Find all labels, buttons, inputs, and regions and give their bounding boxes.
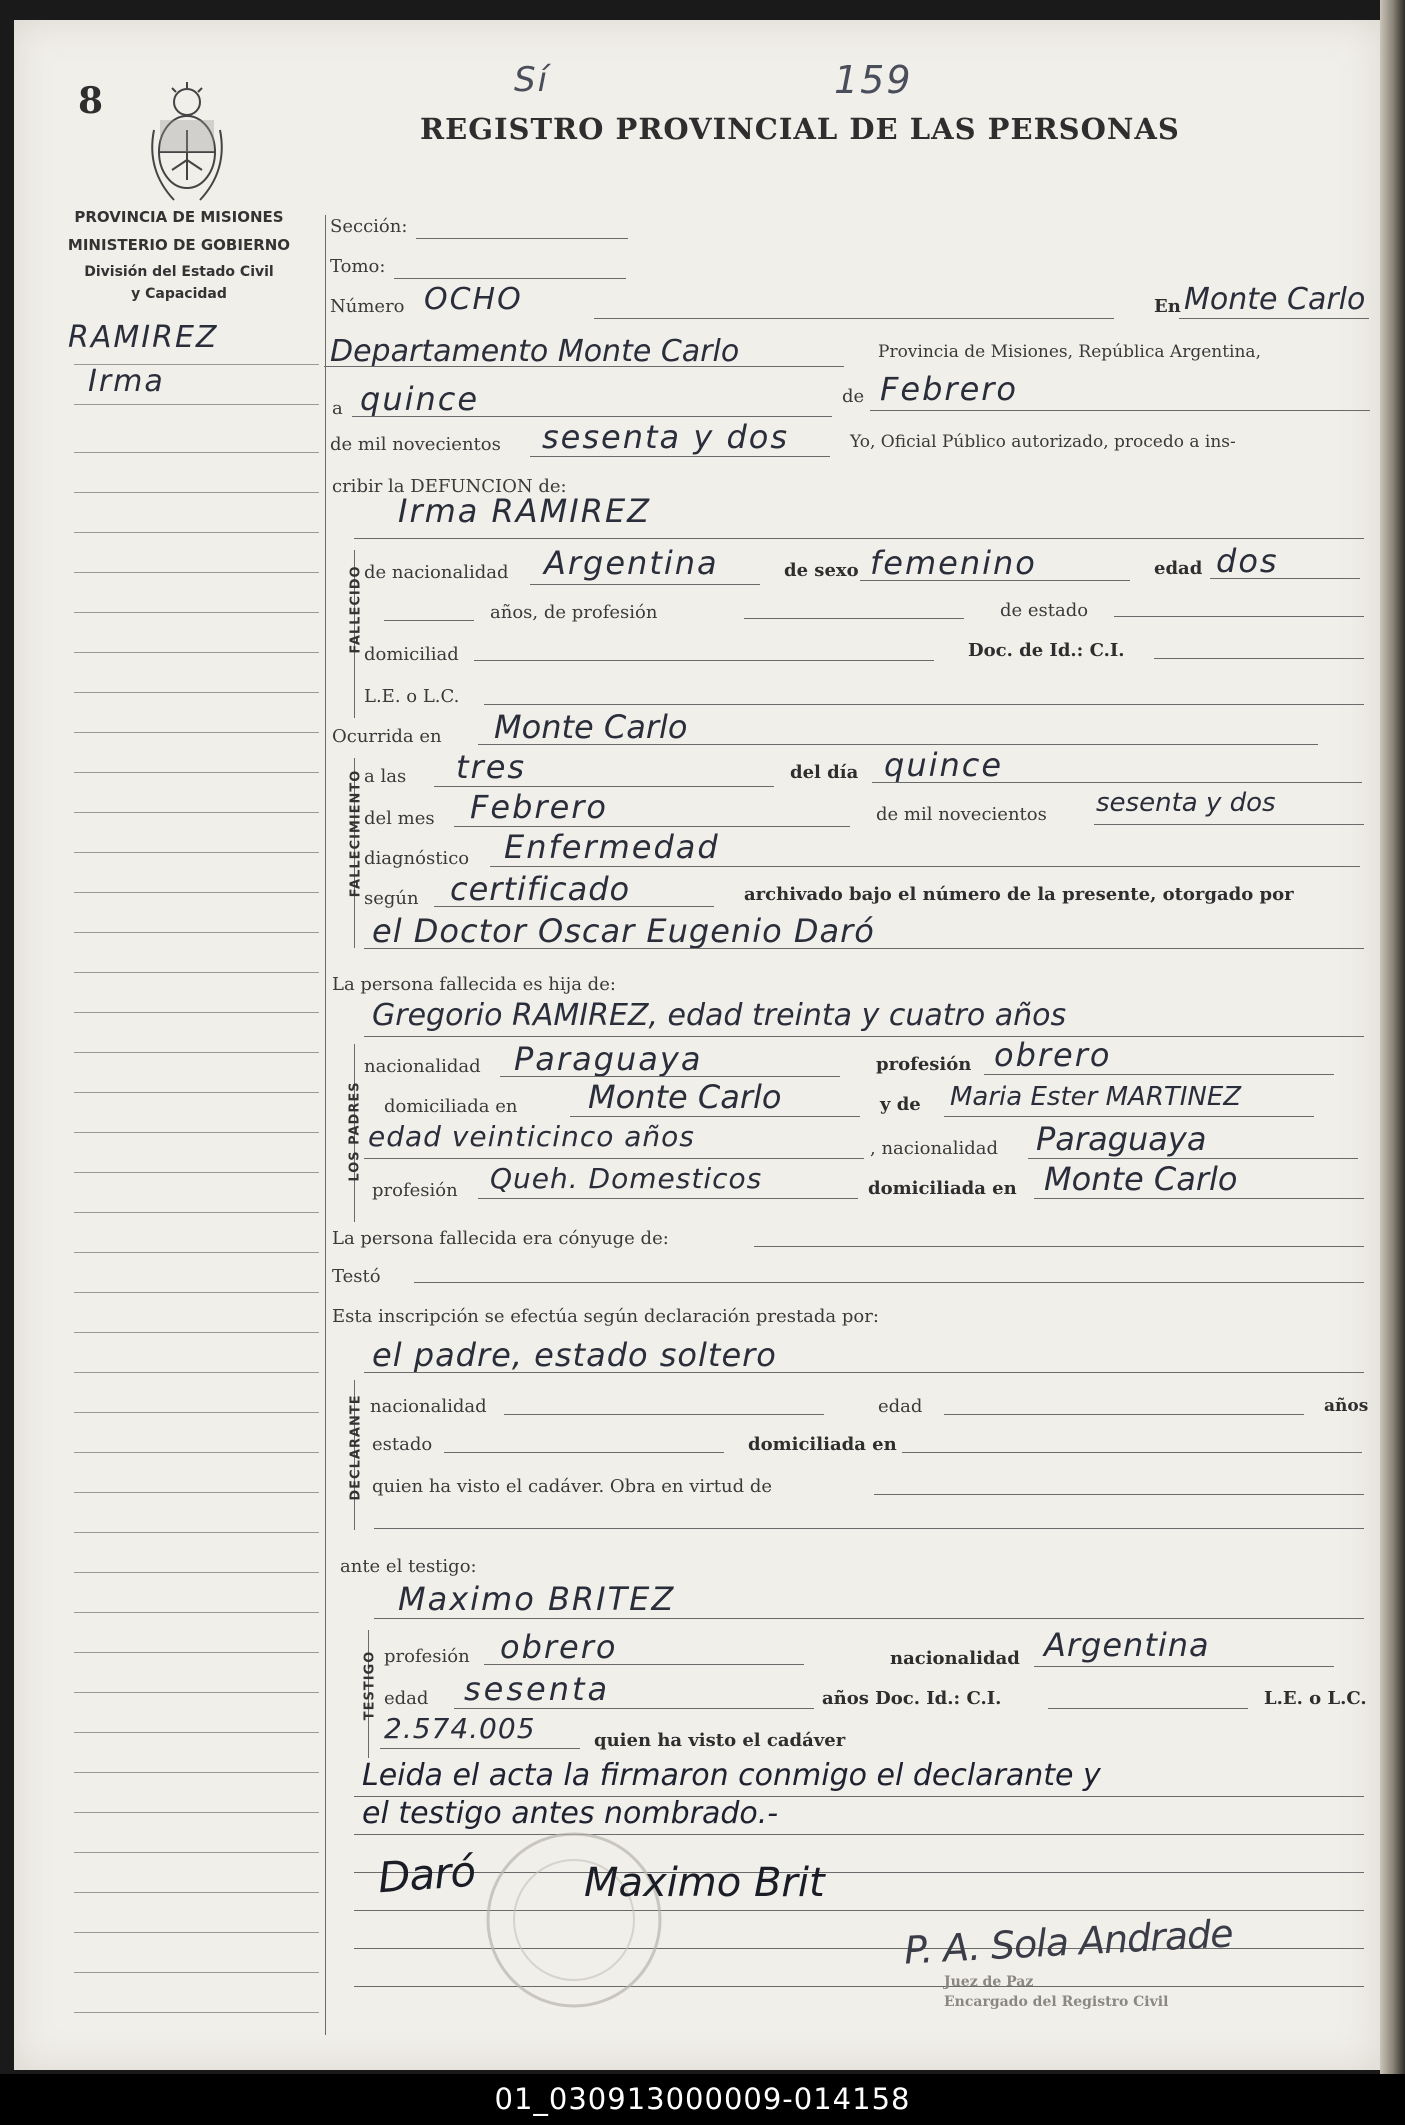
value-nombre-fallecido: Irma RAMIREZ: [398, 492, 652, 530]
value-padre-profesion: obrero: [994, 1036, 1112, 1074]
label-a: a: [332, 398, 343, 419]
label-a-las: a las: [364, 766, 407, 787]
value-declarante: el padre, estado soltero: [372, 1336, 777, 1374]
label-archivado: archivado bajo el número de la presente, otorgado por: [744, 884, 1294, 905]
label-y-de: y de: [880, 1094, 921, 1115]
label-p-nacionalidad: nacionalidad: [364, 1056, 481, 1077]
label-de-mil: de mil novecientos: [330, 434, 501, 455]
page-number: 8: [78, 80, 104, 122]
value-doctor: el Doctor Oscar Eugenio Daró: [372, 912, 875, 950]
label-t-le-lc: L.E. o L.C.: [1264, 1688, 1367, 1709]
label-d-anos: años: [1324, 1396, 1369, 1416]
label-nacionalidad-2: , nacionalidad: [870, 1138, 999, 1159]
column-divider: [325, 215, 326, 2035]
label-conyuge: La persona fallecida era cónyuge de:: [332, 1228, 669, 1249]
label-ocurrida: Ocurrida en: [332, 726, 442, 747]
label-diagnostico: diagnóstico: [364, 848, 470, 869]
label-juez: Juez de Paz: [944, 1974, 1034, 1990]
label-en: En: [1154, 296, 1181, 317]
label-t-edad: edad: [384, 1688, 429, 1709]
value-segun: certificado: [450, 870, 631, 908]
label-le-lc: L.E. o L.C.: [364, 686, 460, 707]
value-hora: tres: [456, 748, 527, 786]
signature-oficial: P. A. Sola Andrade: [903, 1911, 1234, 1973]
label-edad: edad: [1154, 558, 1203, 579]
label-de-mil-2: de mil novecientos: [876, 804, 1047, 825]
label-domiciliad: domiciliad: [364, 644, 459, 665]
value-dia: quince: [360, 380, 480, 418]
tag-padres: LOS PADRES: [347, 1081, 363, 1182]
value-madre-profesion: Queh. Domesticos: [490, 1162, 763, 1195]
scan-id-bar: 01_030913000009-014158: [0, 2074, 1405, 2125]
value-madre: Maria Ester MARTINEZ: [950, 1082, 1242, 1112]
value-testigo-edad: sesenta: [464, 1670, 611, 1708]
value-departamento: Departamento Monte Carlo: [330, 334, 740, 369]
label-yo-oficial: Yo, Oficial Público autorizado, procedo a ins-: [850, 432, 1236, 452]
value-anio: sesenta y dos: [542, 418, 789, 456]
label-testo: Testó: [332, 1266, 381, 1287]
value-testigo-ci: 2.574.005: [384, 1712, 536, 1745]
value-madre-nacionalidad: Paraguaya: [1036, 1120, 1207, 1158]
label-del-dia: del día: [790, 762, 859, 783]
closing-line-2: el testigo antes nombrado.-: [362, 1796, 779, 1831]
value-sexo: femenino: [870, 544, 1037, 582]
value-ocurrida-en: Monte Carlo: [494, 708, 688, 746]
value-padre-nacionalidad: Paraguaya: [514, 1040, 703, 1078]
value-anio-fallec: sesenta y dos: [1096, 788, 1276, 818]
label-seccion: Sección:: [330, 216, 408, 237]
label-doc-id: Doc. de Id.: C.I.: [968, 640, 1125, 661]
margin-ministry: MINISTERIO DE GOBIERNO: [67, 236, 291, 254]
tag-testigo: TESTIGO: [362, 1650, 378, 1721]
label-d-nacionalidad: nacionalidad: [370, 1396, 487, 1417]
value-mes-fallec: Febrero: [470, 788, 608, 826]
official-stamp-icon: [454, 1820, 694, 2020]
handwritten-folio: 159: [834, 58, 913, 102]
tag-declarante: DECLARANTE: [348, 1394, 364, 1501]
value-madre-edad: edad veinticinco años: [368, 1120, 695, 1153]
value-mes: Febrero: [880, 370, 1018, 408]
margin-surname: RAMIREZ: [68, 320, 219, 355]
label-anos-profesion: años, de profesión: [490, 602, 658, 623]
label-t-anos-doc: años Doc. Id.: C.I.: [822, 1688, 1002, 1709]
label-de-estado: de estado: [1000, 600, 1089, 621]
value-nacionalidad: Argentina: [544, 544, 719, 582]
label-nacionalidad: de nacionalidad: [364, 562, 509, 583]
label-d-domiciliada: domiciliada en: [748, 1434, 897, 1455]
value-dia-fallec: quince: [884, 746, 1004, 784]
label-numero: Número: [330, 296, 405, 317]
value-en: Monte Carlo: [1184, 282, 1366, 317]
tag-fallecido: FALLECIDO: [348, 565, 364, 654]
label-profesion: profesión: [876, 1054, 972, 1075]
value-padre-domicilio: Monte Carlo: [588, 1078, 782, 1116]
page-title: REGISTRO PROVINCIAL DE LAS PERSONAS: [420, 112, 1180, 146]
label-del-mes: del mes: [364, 808, 435, 829]
label-ante-testigo: ante el testigo:: [340, 1556, 477, 1577]
label-t-visto: quien ha visto el cadáver: [594, 1730, 846, 1751]
book-spine: [1380, 0, 1405, 2074]
label-t-nacionalidad: nacionalidad: [890, 1648, 1020, 1669]
value-edad: dos: [1216, 542, 1279, 580]
label-hija-de: La persona fallecida es hija de:: [332, 974, 616, 995]
coat-of-arms-icon: [142, 80, 232, 210]
margin-given-name: Irma: [88, 364, 165, 399]
value-testigo-nacionalidad: Argentina: [1044, 1626, 1210, 1664]
label-d-edad: edad: [878, 1396, 923, 1417]
label-encargado: Encargado del Registro Civil: [944, 1994, 1169, 2010]
value-numero: OCHO: [424, 282, 523, 317]
margin-division: División del Estado Civil: [84, 264, 274, 280]
value-testigo-profesion: obrero: [500, 1628, 618, 1666]
label-d-visto: quien ha visto el cadáver. Obra en virtud de: [372, 1476, 773, 1497]
label-domiciliada-en: domiciliada en: [384, 1096, 518, 1117]
label-sexo: de sexo: [784, 560, 859, 581]
value-padre: Gregorio RAMIREZ, edad treinta y cuatro años: [372, 998, 1067, 1033]
label-cribir: cribir la DEFUNCION de:: [332, 476, 567, 497]
label-provincia: Provincia de Misiones, República Argentina,: [878, 342, 1261, 362]
label-tomo: Tomo:: [330, 256, 386, 277]
label-domiciliada-en-2: domiciliada en: [868, 1178, 1017, 1199]
margin-capacity: y Capacidad: [131, 286, 227, 302]
label-segun: según: [364, 888, 419, 909]
margin-province: PROVINCIA DE MISIONES: [74, 208, 284, 226]
signature-declarante: Daró: [376, 1846, 477, 1903]
register-page: [14, 20, 1380, 2070]
label-d-estado: estado: [372, 1434, 433, 1455]
closing-line-1: Leida el acta la firmaron conmigo el declarante y: [362, 1758, 1101, 1793]
label-profesion-2: profesión: [372, 1180, 458, 1201]
handwritten-mark-left: Sí: [514, 60, 550, 100]
label-t-profesion: profesión: [384, 1646, 470, 1667]
signature-testigo: Maximo Brit: [584, 1860, 825, 1906]
tag-fallecimiento: FALLECIMIENTO: [348, 769, 364, 898]
value-madre-domicilio: Monte Carlo: [1044, 1160, 1238, 1198]
value-diagnostico: Enfermedad: [504, 828, 720, 866]
label-inscripcion: Esta inscripción se efectúa según declaración prestada por:: [332, 1306, 879, 1327]
label-de: de: [842, 386, 865, 407]
value-testigo: Maximo BRITEZ: [398, 1580, 676, 1618]
